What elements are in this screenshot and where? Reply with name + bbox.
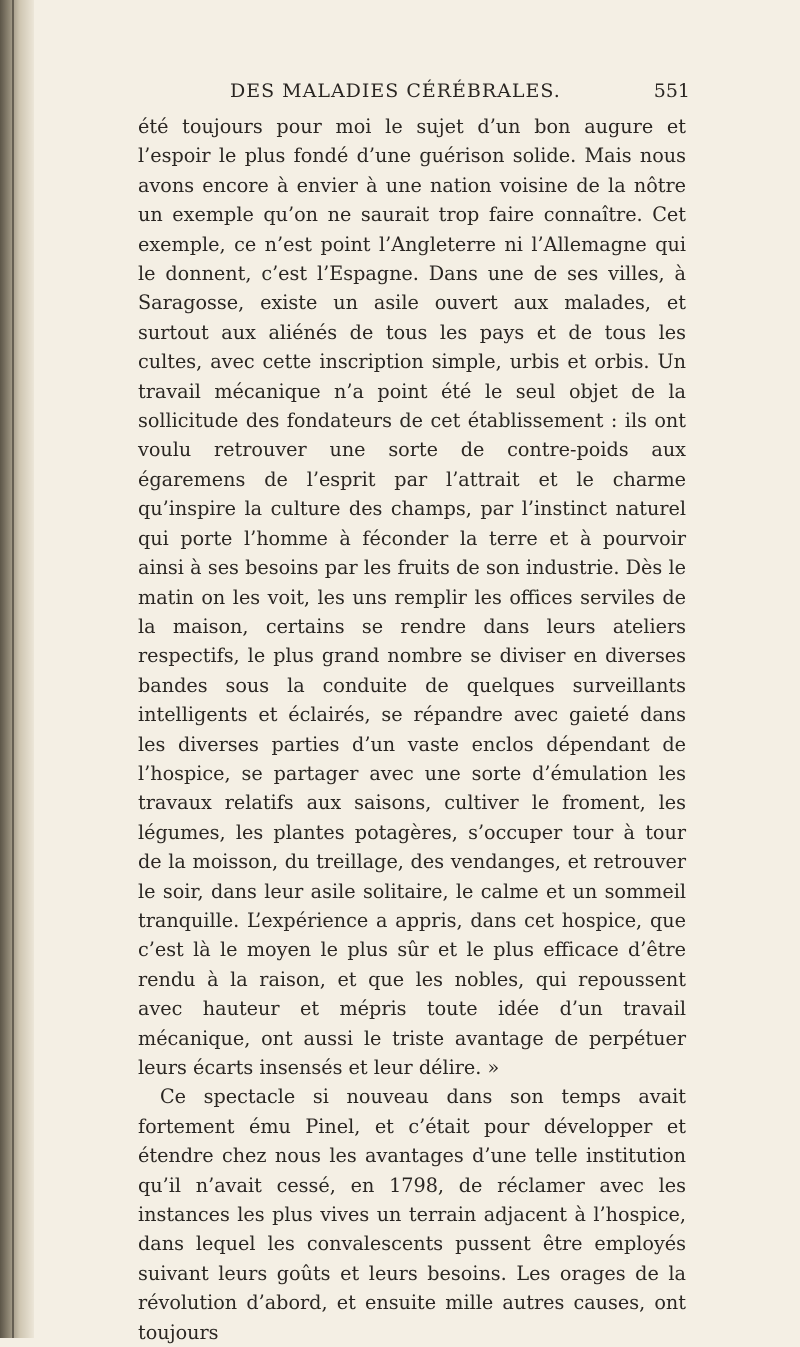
body-text — [138, 112, 686, 1347]
paragraph-2: Ce spectacle si nouveau dans son temps avait fortement ému Pinel, et c’était pour développer et étendre chez nous les avantages d’une telle institution qu’il n’avait cessé, en 1798, de réclamer avec les instances les plus vives un terrain adjacent à l’hospice, dans lequel les convalescents pussent être employés suivant leurs goûts et leurs besoins. Les orages de la révolution d’abord, et ensuite mille autres causes, ont toujours — [138, 1085, 686, 1344]
binding-gutter — [0, 0, 34, 1338]
binding-edge — [12, 0, 14, 1338]
running-head: DES MALADIES CÉRÉBRALES. — [230, 80, 561, 102]
page-number: 551 — [653, 80, 690, 102]
page-header — [230, 80, 690, 110]
paragraph-1: été toujours pour moi le sujet d’un bon augure et l’espoir le plus fondé d’une guérison solide. Mais nous avons encore à envier à une nation voisine de la nôtre un exemple qu’on ne saurait trop faire connaître. Cet exemple, ce n’est point l’Angleterre ni l’Allemagne qui le donnent, c’est l’Espagne. Dans une de ses villes, à Saragosse, existe un asile ouvert aux malades, et surtout aux aliénés de tous les pays et de tous les cultes, avec cette inscription simple, urbis et orbis. Un travail mécanique n’a point été le seul objet de la sollicitude des fondateurs de cet établissement : ils ont voulu retrouver une sorte de contre-poids aux égaremens de l’esprit par l’attrait et le charme qu’inspire la culture des champs, par l’instinct naturel qui porte l’homme à féconder la terre et à pourvoir ainsi à ses besoins par les fruits de son industrie. Dès le matin on les voit, les uns remplir les offices serviles de la maison, certains se rendre dans leurs ateliers respectifs, le plus grand nombre se diviser en diverses bandes sous la conduite de quelques surveillants intelligents et éclairés, se répandre avec gaieté dans les diverses parties d’un vaste enclos dépendant de l’hospice, se partager avec une sorte d’émulation les travaux relatifs aux saisons, cultiver le froment, les légumes, les plantes potagères, s’occuper tour à tour de la moisson, du treillage, des vendanges, et retrouver le soir, dans leur asile solitaire, le calme et un sommeil tranquille. L’expérience a appris, dans cet hospice, que c’est là le moyen le plus sûr et le plus efficace d’être rendu à la raison, et que les nobles, qui repoussent avec hauteur et mépris toute idée d’un travail mécanique, ont aussi le triste avantage de perpétuer leurs écarts insensés et leur délire. » — [138, 115, 686, 1079]
